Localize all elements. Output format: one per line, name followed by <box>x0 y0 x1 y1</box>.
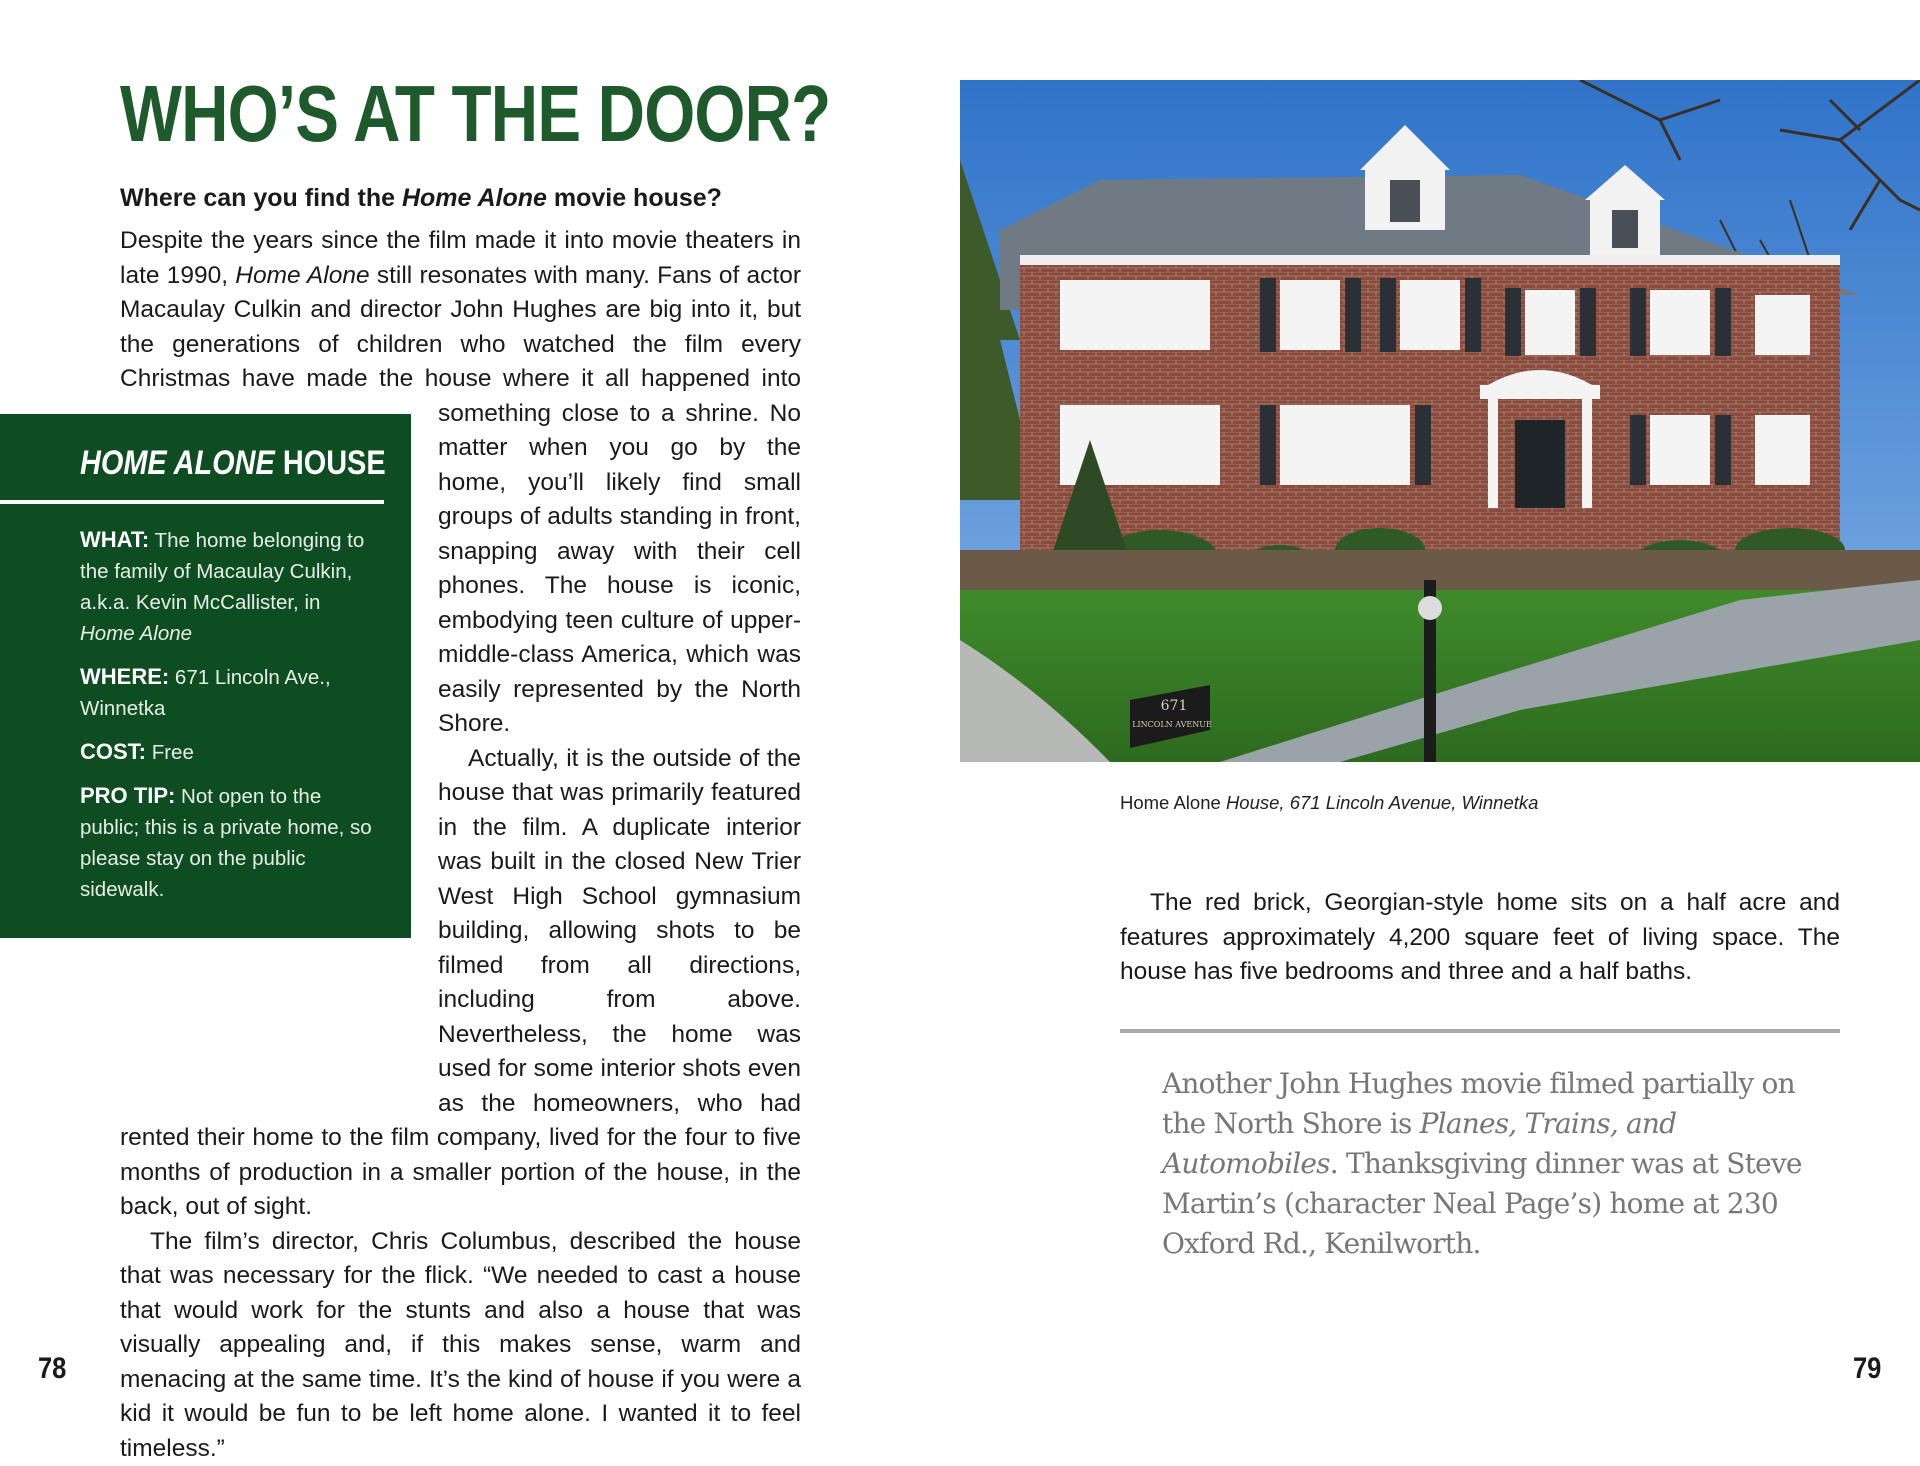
page-number-left: 78 <box>38 1352 66 1386</box>
pull-quote <box>1162 1064 1842 1264</box>
subhead-prefix: Where can you find the <box>120 184 402 212</box>
body-p1-b: still resonates with many. Fans of actor Macaulay Culkin and director John Hughes are big into it, but the generations of children who watched the film every Christmas have made the house where it all happened into something close to a shrine. No matter when you go by the home, you’ll likely find small groups of adults standing in front, snapping away with their cell phones. The house is iconic, embodying teen culture of upper-middle-class America, which was easily represented by the North Shore. <box>120 262 801 738</box>
pull-quote-film-title: Planes, Trains, and Automobiles <box>1162 1107 1676 1180</box>
sidebar-title <box>80 444 386 483</box>
info-what-key: WHAT: <box>80 527 149 552</box>
body-p1-film-title: Home Alone <box>235 262 369 289</box>
info-where-key: WHERE: <box>80 664 169 689</box>
info-sidebar <box>0 414 411 938</box>
right-paragraph: The red brick, Georgian-style home sits on a half acre and features approximately 4,200 square feet of living space. The house has five bedrooms and three and a half baths. <box>1120 886 1840 990</box>
caption-italic: House, 671 Lincoln Avenue, Winnetka <box>1226 792 1539 813</box>
body-p1-a: Despite the years since the film made it into movie theaters in late 1990, <box>120 227 801 289</box>
info-cost-key: COST: <box>80 739 146 764</box>
section-subhead <box>120 184 800 213</box>
house-photo-illustration <box>960 80 1920 762</box>
body-paragraph-2: Actually, it is the outside of the house that was primarily featured in the film. A duplicate interior was built in the closed New Trier West High School gymnasium building, allowing shots to be filmed from all directions, including from above. Nevertheless, the home was used for some interior shots even as the homeowners, who had rented their home to the film company, lived for the four to five months of production in a smaller portion of the house, in the back, out of sight. <box>120 742 801 1225</box>
pull-quote-a: Another John Hughes movie filmed partially on the North Shore is <box>1162 1067 1795 1140</box>
sidebar-info-list <box>80 524 380 917</box>
plaque-street: LINCOLN AVENUE <box>1132 720 1212 729</box>
info-where <box>80 661 380 724</box>
page-title: WHO’S AT THE DOOR? <box>120 68 830 160</box>
photo-caption <box>1120 792 1538 814</box>
info-tip-value: Not open to the public; this is a private home, so please stay on the public sidewalk. <box>80 785 372 901</box>
subhead-suffix: movie house? <box>547 184 722 212</box>
pull-quote-b: . Thanksgiving dinner was at Steve Martin’s (character Neal Page’s) home at 230 Oxford Rd., Kenilworth. <box>1162 1147 1802 1260</box>
subhead-film-title: Home Alone <box>402 184 547 212</box>
info-pro-tip <box>80 780 380 905</box>
page-number-right: 79 <box>1853 1352 1881 1386</box>
info-what <box>80 524 380 649</box>
sidebar-divider <box>0 500 384 504</box>
house-photo <box>960 80 1920 762</box>
body-paragraph-3: The film’s director, Chris Columbus, described the house that was necessary for the flick. “We needed to cast a house that would work for the stunts and also a house that was visually appealing and, if this makes sense, warm and menacing at the same time. It’s the kind of house if you were a kid it would be fun to be left home alone. I wanted it to feel timeless.” <box>120 1225 801 1466</box>
info-cost <box>80 736 380 768</box>
sidebar-title-italic: HOME ALONE <box>80 444 275 482</box>
front-portico <box>1480 370 1600 508</box>
sidebar-title-rest: HOUSE <box>275 444 386 482</box>
caption-a: Home Alone <box>1120 792 1226 813</box>
pull-quote-divider <box>1120 1029 1840 1033</box>
info-where-value: 671 Lincoln Ave., Winnetka <box>80 666 331 720</box>
info-what-film-title: Home Alone <box>80 622 192 645</box>
plaque-number: 671 <box>1161 698 1188 714</box>
right-column-text <box>1120 886 1840 990</box>
info-what-value: The home belonging to the family of Macaulay Culkin, a.k.a. Kevin McCallister, in <box>80 529 364 614</box>
info-tip-key: PRO TIP: <box>80 783 175 808</box>
info-cost-value: Free <box>146 741 194 764</box>
